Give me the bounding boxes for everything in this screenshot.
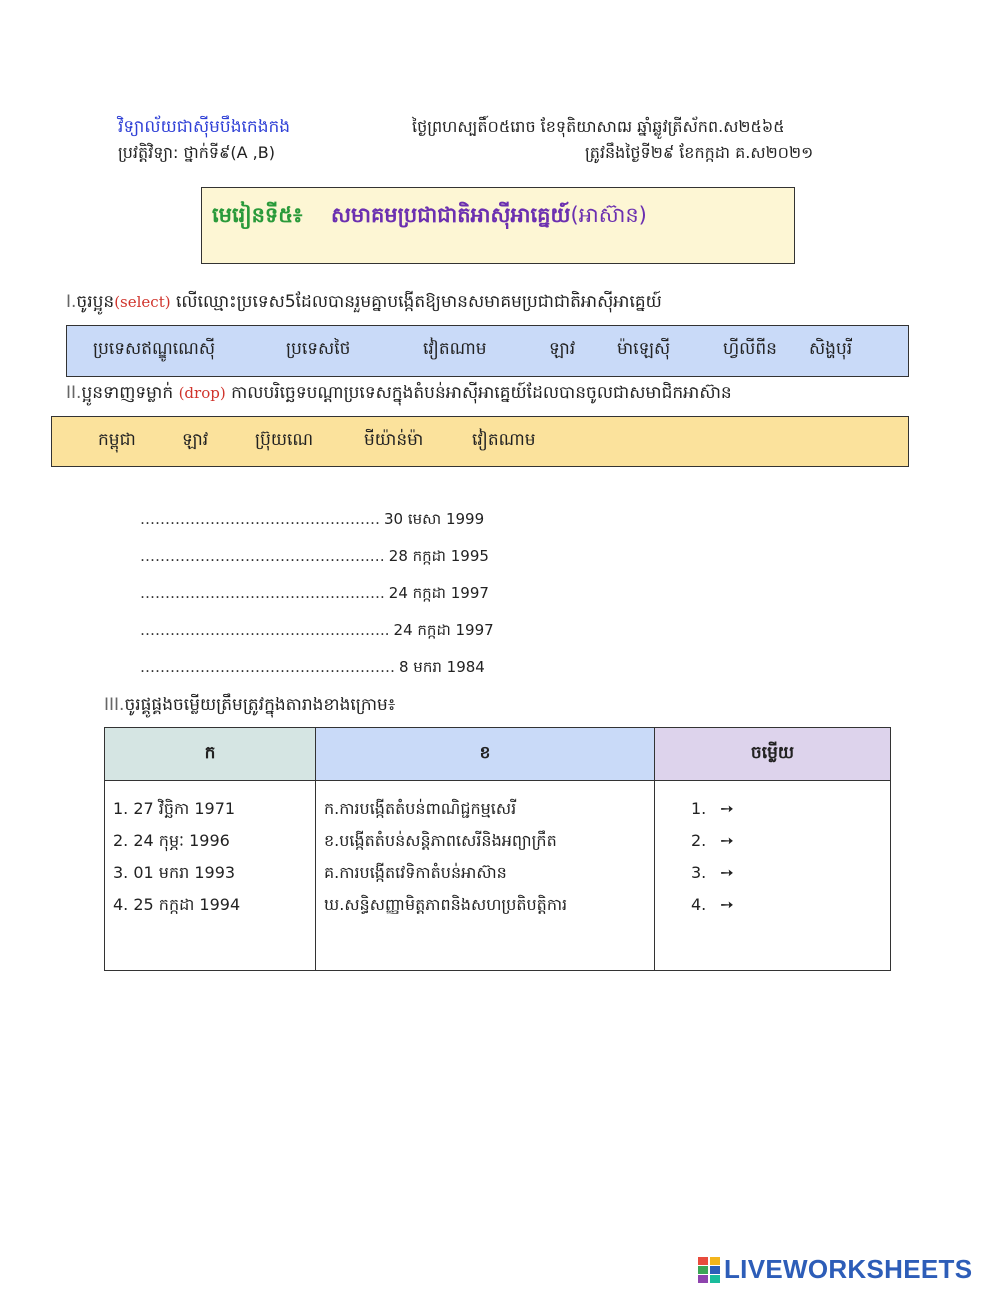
header-col-b: ខ	[316, 728, 655, 781]
col-b-cell	[316, 781, 655, 971]
answer-row	[691, 889, 882, 921]
lunar-date: ថ្ងៃព្រហស្បតិ៍០៥រោច ខែទុតិយាសាឍ ឆ្នាំឆ្លូវត្រីស័កព.ស២៥៦៥	[412, 117, 785, 136]
answer-number: 2.	[691, 831, 707, 850]
col-b-item: ក.ការបង្កើតតំបន់ពាណិជ្ជកម្មសេរី	[324, 799, 517, 818]
question-1	[66, 291, 662, 316]
option-laos[interactable]: ឡាវ	[549, 339, 576, 359]
option-indonesia[interactable]: ប្រទេសឥណ្ឌូណេស៊ី	[93, 339, 216, 359]
liveworksheets-logo	[698, 1254, 972, 1284]
blank-date: 24 កក្កដា 1997	[388, 584, 489, 602]
answer-row	[691, 793, 882, 825]
col-b-item: ខ.បង្កើតតំបន់សន្តិភាពសេរីនិងអព្យាក្រឹត	[324, 831, 557, 850]
col-a-item: 3. 01 មករា 1993	[113, 863, 236, 882]
question-1-hint: (select)	[114, 293, 171, 311]
drop-blank-row	[140, 584, 489, 606]
school-name: វិទ្យាល័យជាស៊ីមបឹងកេងកង	[118, 117, 291, 137]
liveworksheets-logo-icon	[698, 1257, 720, 1283]
drop-target[interactable]: ……………………………………………	[140, 658, 395, 676]
drag-option-myanmar[interactable]: មីយ៉ាន់ម៉ា	[364, 430, 424, 450]
header-col-answer: ចម្លើយ	[655, 728, 891, 781]
arrow-icon: ➙	[720, 895, 734, 914]
arrow-icon: ➙	[720, 831, 734, 850]
drop-target[interactable]: …………………………………………..	[140, 621, 390, 639]
question-3-text: ចូរផ្គូផ្គងចម្លើយត្រឹមត្រូវក្នុងតារាងខាងក្រោម៖	[124, 695, 396, 715]
matching-table	[104, 727, 891, 971]
lesson-topic: សមាគមប្រជាជាតិអាស៊ីអាគ្នេយ៍	[330, 203, 571, 227]
arrow-icon: ➙	[720, 863, 734, 882]
lesson-number: មេរៀនទី៥៖	[212, 203, 303, 227]
question-2-number: II.	[66, 383, 82, 403]
lesson-title-box	[201, 187, 795, 264]
arrow-icon: ➙	[720, 799, 734, 818]
question-1-text-a: ចូរប្អូន	[76, 292, 115, 312]
option-malaysia[interactable]: ម៉ាឡេស៊ី	[617, 339, 671, 359]
drop-target[interactable]: ……………………………………….…	[140, 547, 385, 565]
blank-date: 8 មករា 1984	[399, 658, 485, 676]
answer-input[interactable]	[734, 896, 824, 916]
drag-option-cambodia[interactable]: កម្ពុជា	[98, 430, 136, 450]
question-1-number: I.	[66, 292, 77, 312]
answer-input[interactable]	[734, 800, 824, 820]
answer-cell	[655, 781, 891, 971]
drop-blank-row	[140, 621, 494, 643]
drag-options-bar	[51, 416, 909, 467]
option-philippines[interactable]: ហ្វីលីពីន	[723, 339, 777, 359]
blank-date: 30 មេសា 1999	[384, 510, 485, 528]
liveworksheets-logo-text: LIVEWORKSHEETS	[724, 1254, 973, 1284]
answer-input[interactable]	[734, 832, 824, 852]
answer-number: 3.	[691, 863, 707, 882]
col-a-item: 2. 24 កុម្ភៈ 1996	[113, 831, 230, 850]
col-b-item: គ.ការបង្កើតវេទិកាតំបន់អាស៊ាន	[324, 863, 507, 882]
blank-date: 28 កក្កដា 1995	[388, 547, 489, 565]
subject-class: ប្រវត្តិវិទ្យា: ថ្នាក់ទី៩(A ,B)	[118, 143, 275, 162]
option-thailand[interactable]: ប្រទេសថៃ	[286, 339, 351, 359]
question-2-hint: (drop)	[178, 384, 226, 402]
answer-row	[691, 857, 882, 889]
drop-blank-row	[140, 510, 484, 532]
blank-date: 24 កក្កដា 1997	[393, 621, 494, 639]
drop-target[interactable]: ………………………………………….	[140, 584, 385, 602]
option-singapore[interactable]: សិង្ហបុរី	[809, 339, 853, 359]
answer-number: 1.	[691, 799, 707, 818]
answer-input[interactable]	[734, 864, 824, 884]
lesson-abbrev: (អាស៊ាន)	[570, 203, 647, 227]
drop-blank-row	[140, 658, 485, 680]
header-col-a: ក	[105, 728, 316, 781]
col-b-item: ឃ.សន្ធិសញ្ញាមិត្តភាពនិងសហប្រតិបត្តិការ	[324, 895, 568, 914]
drop-blank-row	[140, 547, 489, 569]
col-a-cell	[105, 781, 316, 971]
col-a-item: 1. 27 វិច្ឆិកា 1971	[113, 799, 236, 818]
question-3-number: III.	[104, 695, 125, 715]
drop-target[interactable]: …………………………………………	[140, 510, 380, 528]
answer-number: 4.	[691, 895, 707, 914]
question-1-text-b: លើឈ្មោះប្រទេស5ដែលបានរួមគ្នាបង្កើតឱ្យមានសមាគមប្រជាជាតិអាស៊ីអាគ្នេយ៍	[176, 292, 662, 312]
question-2	[66, 382, 732, 407]
col-a-item: 4. 25 កក្កដា 1994	[113, 895, 241, 914]
select-options-bar	[66, 325, 909, 377]
question-3	[104, 694, 395, 719]
drag-option-brunei[interactable]: ប្រ៊ុយណេ	[255, 430, 314, 450]
drag-option-laos[interactable]: ឡាវ	[182, 430, 209, 450]
lesson-title	[212, 202, 647, 233]
option-vietnam[interactable]: វៀតណាម	[423, 339, 487, 359]
drag-option-vietnam[interactable]: វៀតណាម	[472, 430, 536, 450]
answer-row	[691, 825, 882, 857]
question-2-text-b: កាលបរិច្ឆេទបណ្ដាប្រទេសក្នុងតំបន់អាស៊ីអាគ្នេយ៍ដែលបានចូលជាសមាជិកអាស៊ាន	[231, 383, 732, 403]
solar-date: ត្រូវនឹងថ្ងៃទី២៩ ខែកក្កដា គ.ស២០២១	[585, 143, 814, 162]
question-2-text-a: ប្អូនទាញទម្លាក់	[81, 383, 174, 403]
